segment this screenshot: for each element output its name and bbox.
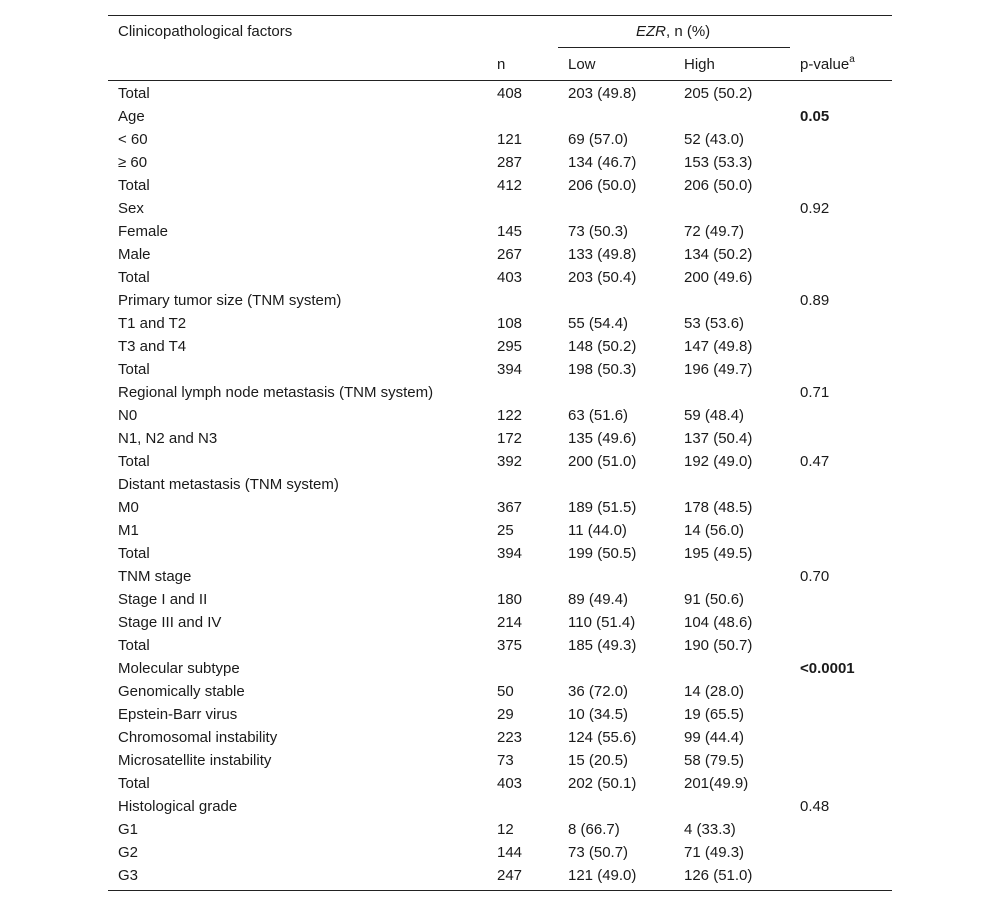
header-low: Low xyxy=(568,56,596,73)
cell-high: 201(49.9) xyxy=(684,775,749,792)
cell-n: 223 xyxy=(497,729,523,746)
table-row xyxy=(108,680,892,703)
cell-label: Total xyxy=(118,637,150,654)
cell-n: 394 xyxy=(497,545,523,562)
header-p-footnote: a xyxy=(849,54,855,65)
table-row xyxy=(108,450,892,473)
table-row xyxy=(108,473,892,496)
cell-high: 137 (50.4) xyxy=(684,430,753,447)
cell-label: Sex xyxy=(118,200,144,217)
table-row xyxy=(108,381,892,404)
table-row xyxy=(108,795,892,818)
cell-low: 73 (50.3) xyxy=(568,223,629,240)
cell-label: N0 xyxy=(118,407,138,424)
cell-high: 200 (49.6) xyxy=(684,269,753,286)
cell-label: Genomically stable xyxy=(118,683,245,700)
cell-n: 412 xyxy=(497,177,523,194)
table-row xyxy=(108,657,892,680)
cell-n: 29 xyxy=(497,706,514,723)
cell-high: 52 (43.0) xyxy=(684,131,745,148)
cell-label: Total xyxy=(118,361,150,378)
cell-label: Stage I and II xyxy=(118,591,208,608)
cell-label: Total xyxy=(118,269,150,286)
cell-label: M1 xyxy=(118,522,139,539)
cell-n: 50 xyxy=(497,683,514,700)
cell-low: 121 (49.0) xyxy=(568,867,637,884)
table-row xyxy=(108,588,892,611)
cell-label: N1, N2 and N3 xyxy=(118,430,218,447)
table-row xyxy=(108,243,892,266)
header-ezr xyxy=(636,23,710,41)
cell-low: 133 (49.8) xyxy=(568,246,637,263)
table-row xyxy=(108,404,892,427)
table-row xyxy=(108,289,892,312)
cell-n: 25 xyxy=(497,522,514,539)
cell-label: Histological grade xyxy=(118,798,238,815)
cell-p-value: 0.05 xyxy=(800,108,830,125)
cell-label: Distant metastasis (TNM system) xyxy=(118,476,339,493)
cell-low: 189 (51.5) xyxy=(568,499,637,516)
cell-n: 295 xyxy=(497,338,523,355)
table-row xyxy=(108,634,892,657)
header-ezr-suffix: , n (%) xyxy=(666,23,711,40)
cell-label: Female xyxy=(118,223,169,240)
table-row xyxy=(108,864,892,887)
cell-n: 73 xyxy=(497,752,514,769)
cell-high: 4 (33.3) xyxy=(684,821,736,838)
cell-high: 153 (53.3) xyxy=(684,154,753,171)
cell-low: 203 (50.4) xyxy=(568,269,637,286)
cell-low: 124 (55.6) xyxy=(568,729,637,746)
cell-p-value: 0.70 xyxy=(800,568,830,585)
cell-n: 172 xyxy=(497,430,523,447)
cell-high: 14 (56.0) xyxy=(684,522,745,539)
table-row xyxy=(108,726,892,749)
ezr-spanner-rule xyxy=(558,47,790,48)
cell-label: Stage III and IV xyxy=(118,614,222,631)
table-row xyxy=(108,82,892,105)
cell-p-value: 0.48 xyxy=(800,798,830,815)
cell-label: Male xyxy=(118,246,151,263)
cell-low: 10 (34.5) xyxy=(568,706,629,723)
cell-high: 58 (79.5) xyxy=(684,752,745,769)
cell-low: 63 (51.6) xyxy=(568,407,629,424)
table-row xyxy=(108,772,892,795)
cell-label: TNM stage xyxy=(118,568,192,585)
cell-low: 36 (72.0) xyxy=(568,683,629,700)
cell-low: 203 (49.8) xyxy=(568,85,637,102)
cell-high: 195 (49.5) xyxy=(684,545,753,562)
cell-low: 185 (49.3) xyxy=(568,637,637,654)
table-row xyxy=(108,427,892,450)
cell-label: Total xyxy=(118,85,150,102)
cell-n: 408 xyxy=(497,85,523,102)
cell-high: 134 (50.2) xyxy=(684,246,753,263)
table-row xyxy=(108,703,892,726)
cell-low: 15 (20.5) xyxy=(568,752,629,769)
cell-label: M0 xyxy=(118,499,139,516)
cell-high: 178 (48.5) xyxy=(684,499,753,516)
cell-high: 71 (49.3) xyxy=(684,844,745,861)
table-row xyxy=(108,220,892,243)
cell-high: 206 (50.0) xyxy=(684,177,753,194)
cell-label: ≥ 60 xyxy=(118,154,148,171)
table-row xyxy=(108,105,892,128)
cell-low: 73 (50.7) xyxy=(568,844,629,861)
header-p-label: p-value xyxy=(800,56,850,73)
table-row xyxy=(108,266,892,289)
cell-high: 19 (65.5) xyxy=(684,706,745,723)
cell-low: 206 (50.0) xyxy=(568,177,637,194)
header-high: High xyxy=(684,56,715,73)
table-row xyxy=(108,174,892,197)
cell-high: 53 (53.6) xyxy=(684,315,745,332)
header-p-value xyxy=(800,56,855,74)
table-row xyxy=(108,496,892,519)
cell-p-value: 0.71 xyxy=(800,384,830,401)
cell-n: 145 xyxy=(497,223,523,240)
cell-label: T1 and T2 xyxy=(118,315,187,332)
cell-low: 55 (54.4) xyxy=(568,315,629,332)
cell-low: 148 (50.2) xyxy=(568,338,637,355)
table-row xyxy=(108,841,892,864)
cell-n: 394 xyxy=(497,361,523,378)
cell-low: 135 (49.6) xyxy=(568,430,637,447)
cell-n: 180 xyxy=(497,591,523,608)
cell-low: 199 (50.5) xyxy=(568,545,637,562)
cell-n: 403 xyxy=(497,269,523,286)
table-row xyxy=(108,818,892,841)
cell-low: 110 (51.4) xyxy=(568,614,636,631)
cell-label: Molecular subtype xyxy=(118,660,240,677)
cell-label: Age xyxy=(118,108,145,125)
cell-n: 12 xyxy=(497,821,514,838)
table-row xyxy=(108,151,892,174)
cell-low: 202 (50.1) xyxy=(568,775,637,792)
cell-n: 247 xyxy=(497,867,523,884)
cell-label: Microsatellite instability xyxy=(118,752,272,769)
table-row xyxy=(108,335,892,358)
cell-n: 144 xyxy=(497,844,523,861)
cell-label: Regional lymph node metastasis (TNM system) xyxy=(118,384,434,401)
cell-n: 392 xyxy=(497,453,523,470)
header-ezr-gene: EZR xyxy=(636,23,666,40)
cell-label: Total xyxy=(118,545,150,562)
cell-high: 59 (48.4) xyxy=(684,407,745,424)
cell-high: 72 (49.7) xyxy=(684,223,745,240)
cell-label: T3 and T4 xyxy=(118,338,187,355)
cell-p-value: 0.92 xyxy=(800,200,830,217)
table-header-rule xyxy=(108,80,892,81)
cell-high: 91 (50.6) xyxy=(684,591,745,608)
cell-high: 147 (49.8) xyxy=(684,338,753,355)
table-row xyxy=(108,312,892,335)
cell-p-value: 0.89 xyxy=(800,292,830,309)
header-factors: Clinicopathological factors xyxy=(118,23,293,40)
table-row xyxy=(108,358,892,381)
cell-label: Chromosomal instability xyxy=(118,729,278,746)
cell-n: 122 xyxy=(497,407,523,424)
header-n: n xyxy=(497,56,506,73)
cell-label: Total xyxy=(118,775,150,792)
cell-n: 287 xyxy=(497,154,523,171)
cell-n: 267 xyxy=(497,246,523,263)
cell-high: 192 (49.0) xyxy=(684,453,753,470)
cell-high: 104 (48.6) xyxy=(684,614,753,631)
cell-high: 196 (49.7) xyxy=(684,361,753,378)
table-top-rule xyxy=(108,15,892,16)
cell-n: 108 xyxy=(497,315,523,332)
cell-low: 134 (46.7) xyxy=(568,154,637,171)
cell-low: 11 (44.0) xyxy=(568,522,627,539)
cell-label: Epstein-Barr virus xyxy=(118,706,238,723)
cell-label: G2 xyxy=(118,844,139,861)
cell-n: 367 xyxy=(497,499,523,516)
table-row xyxy=(108,519,892,542)
cell-label: Total xyxy=(118,177,150,194)
cell-high: 14 (28.0) xyxy=(684,683,745,700)
table-bottom-rule xyxy=(108,890,892,891)
cell-n: 375 xyxy=(497,637,523,654)
cell-low: 69 (57.0) xyxy=(568,131,629,148)
cell-n: 403 xyxy=(497,775,523,792)
cell-low: 200 (51.0) xyxy=(568,453,637,470)
cell-label: < 60 xyxy=(118,131,148,148)
cell-p-value: 0.47 xyxy=(800,453,830,470)
cell-label: Primary tumor size (TNM system) xyxy=(118,292,342,309)
table-row xyxy=(108,749,892,772)
table-row xyxy=(108,197,892,220)
cell-low: 89 (49.4) xyxy=(568,591,629,608)
cell-high: 126 (51.0) xyxy=(684,867,753,884)
cell-label: G3 xyxy=(118,867,139,884)
table-row xyxy=(108,565,892,588)
table-row xyxy=(108,611,892,634)
cell-p-value: <0.0001 xyxy=(800,660,855,677)
table-row xyxy=(108,128,892,151)
cell-high: 205 (50.2) xyxy=(684,85,753,102)
cell-label: Total xyxy=(118,453,150,470)
cell-low: 8 (66.7) xyxy=(568,821,620,838)
cell-high: 190 (50.7) xyxy=(684,637,753,654)
table-row xyxy=(108,542,892,565)
cell-low: 198 (50.3) xyxy=(568,361,637,378)
cell-n: 214 xyxy=(497,614,523,631)
cell-high: 99 (44.4) xyxy=(684,729,745,746)
cell-n: 121 xyxy=(497,131,523,148)
cell-label: G1 xyxy=(118,821,139,838)
